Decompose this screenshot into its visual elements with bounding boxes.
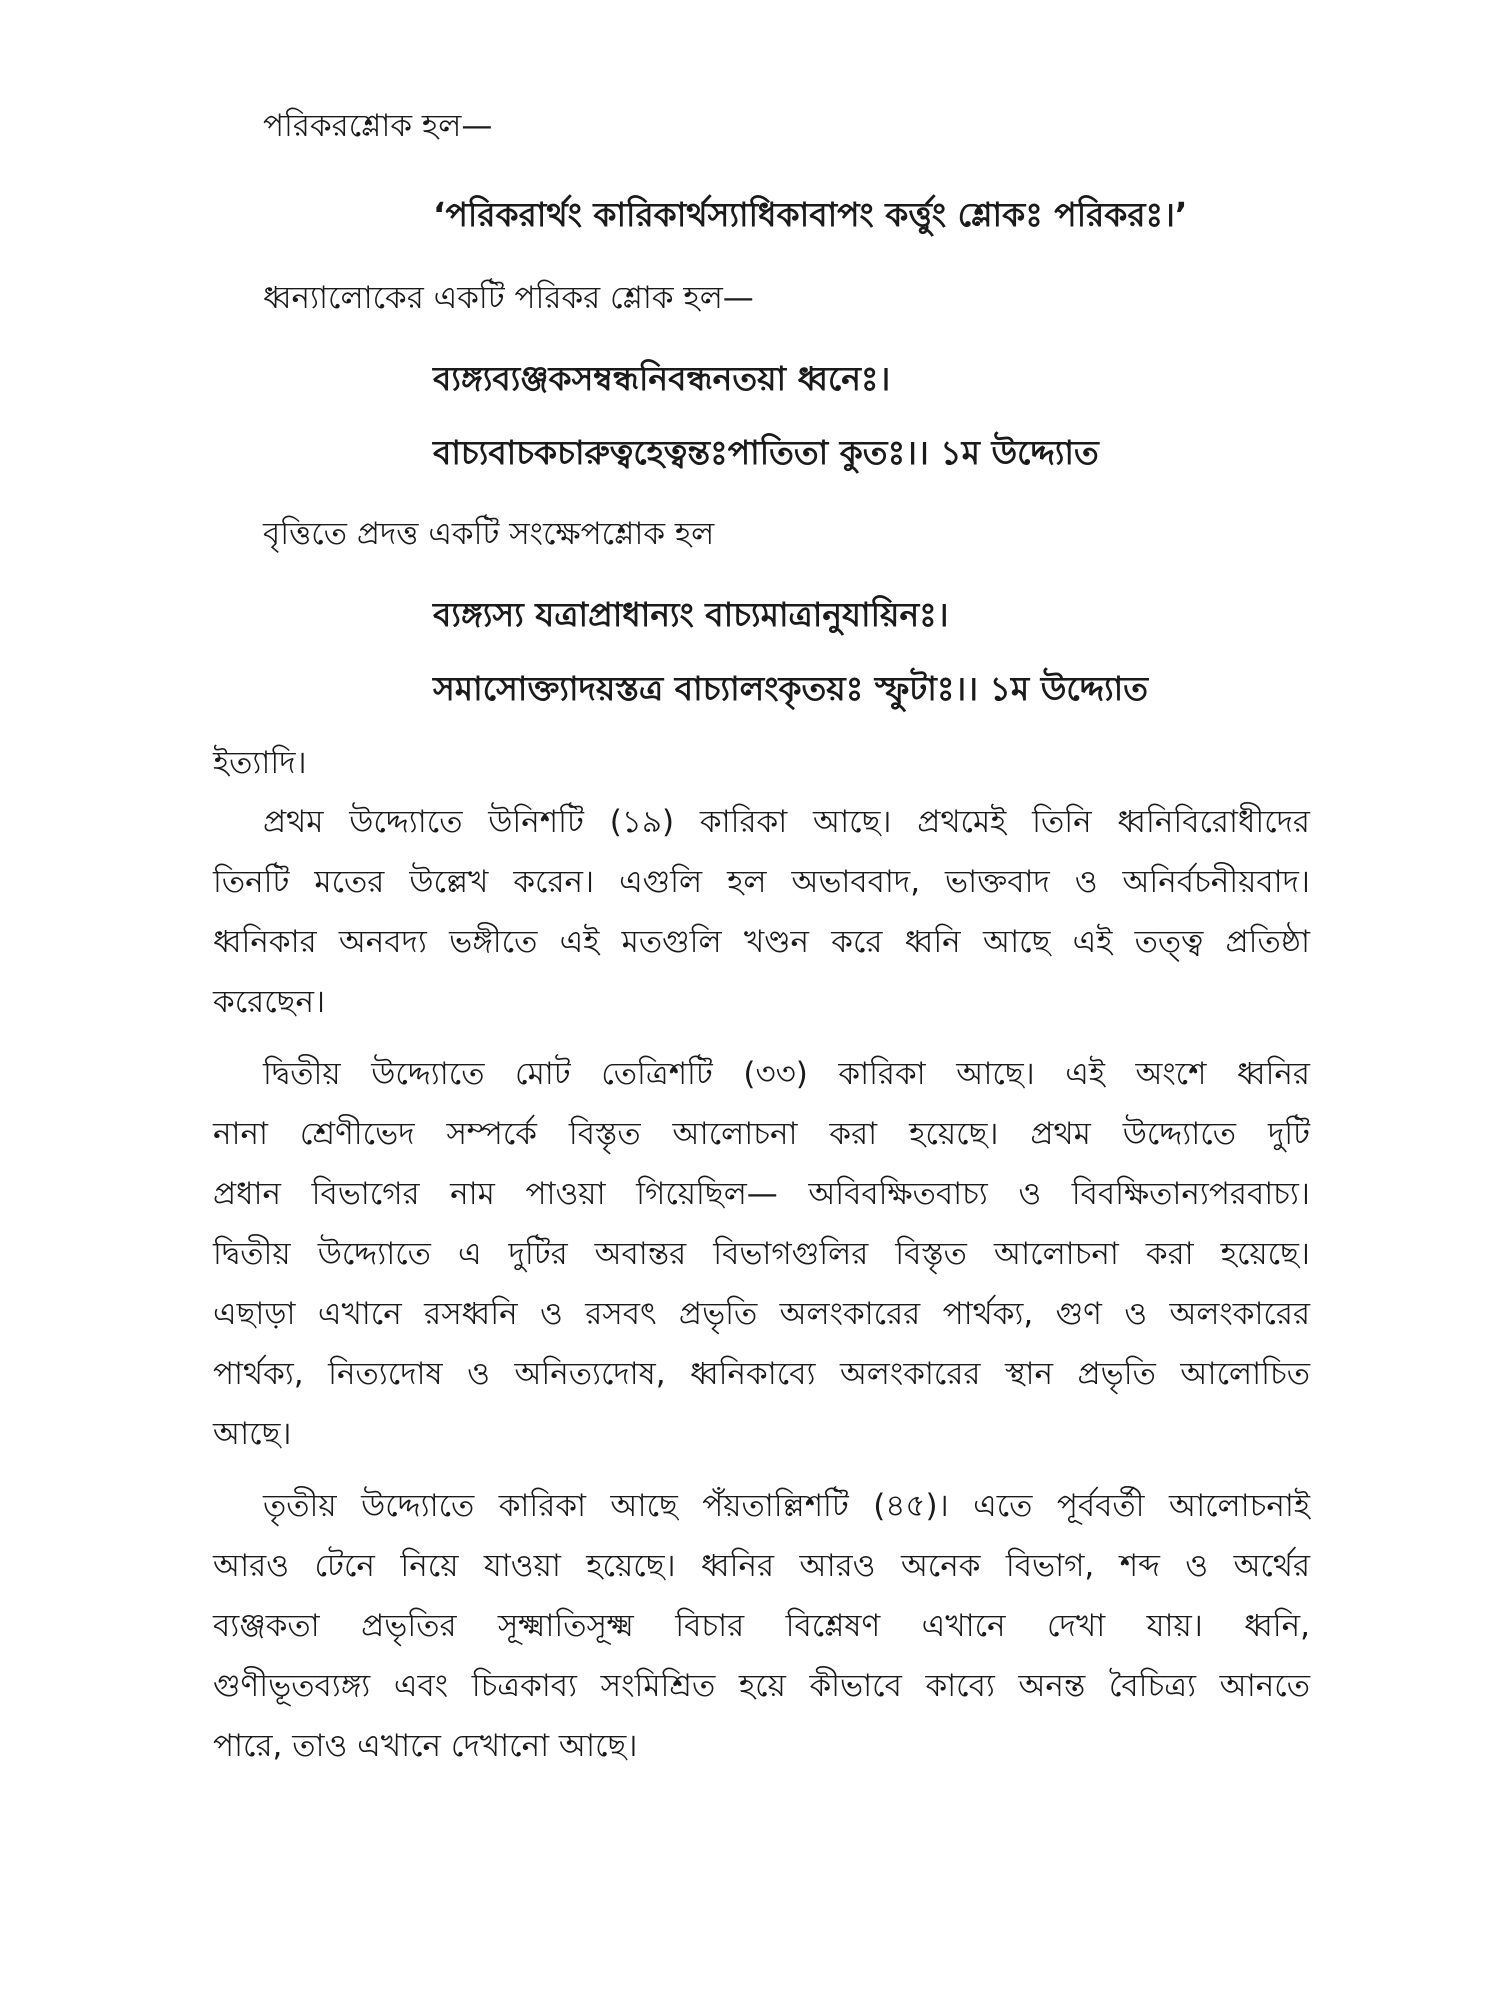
verse2-line2: সমাসোক্ত্যাদয়স্তত্র বাচ্যালংকৃতয়ঃ স্ফুটাঃ।। ১ম উদ্দ্যোত [433,669,1149,708]
verse1-line2: বাচ্যবাচকচারুত্বহেত্বন্তঃপাতিতা কুতঃ।। ১ম উদ্দ্যোত [433,433,1099,472]
paragraph3-line: আরও টেনে নিয়ে যাওয়া হয়েছে। ধ্বনির আরও অনেক বিভাগ, শব্দ ও অর্থের [213,1548,1310,1584]
paragraph2-line: দ্বিতীয় উদ্দ্যোতে এ দুটির অবান্তর বিভাগগুলির বিস্তৃত আলোচনা করা হয়েছে। [213,1236,1310,1272]
parikar-heading: পরিকরশ্লোক হল— [263,108,493,144]
paragraph1-line: প্রথম উদ্দ্যোতে উনিশটি (১৯) কারিকা আছে। প্রথমেই তিনি ধ্বনিবিরোধীদের [263,804,1310,840]
sankshep-heading: বৃত্তিতে প্রদত্ত একটি সংক্ষেপশ্লোক হল [263,516,715,552]
verse2-line1: ব্যঙ্গ্যস্য যত্রাপ্রাধান্যং বাচ্যমাত্রানুযায়িনঃ। [433,595,949,634]
etcetera-text: ইত্যাদি। [213,745,307,781]
paragraph2-line: দ্বিতীয় উদ্দ্যোতে মোট তেত্রিশটি (৩৩) কারিকা আছে। এই অংশে ধ্বনির [263,1056,1310,1092]
dhvanyaloka-heading: ধ্বন্যালোকের একটি পরিকর শ্লোক হল— [263,280,754,316]
paragraph3-line: গুণীভূতব্যঙ্গ্য এবং চিত্রকাব্য সংমিশ্রিত হয়ে কীভাবে কাব্যে অনন্ত বৈচিত্র্য আনতে [213,1668,1310,1704]
paragraph3-line: পারে, তাও এখানে দেখানো আছে। [213,1728,638,1764]
paragraph2-line: আছে। [213,1416,292,1452]
paragraph3-line: তৃতীয় উদ্দ্যোতে কারিকা আছে পঁয়তাল্লিশটি (৪৫)। এতে পূর্ববর্তী আলোচনাই [263,1488,1310,1524]
paragraph2-line: পার্থক্য, নিত্যদোষ ও অনিত্যদোষ, ধ্বনিকাব্যে অলংকারের স্থান প্রভৃতি আলোচিত [213,1356,1310,1392]
paragraph1-line: তিনটি মতের উল্লেখ করেন। এগুলি হল অভাববাদ, ভাক্তবাদ ও অনির্বচনীয়বাদ। [213,864,1310,900]
paragraph1-line: করেছেন। [213,984,326,1020]
parikar-definition: ‘পরিকরার্থং কারিকার্থস্যাধিকাবাপং কর্ত্তুং শ্লোকঃ পরিকরঃ।’ [433,195,1188,234]
paragraph2-line: এছাড়া এখানে রসধ্বনি ও রসবৎ প্রভৃতি অলংকারের পার্থক্য, গুণ ও অলংকারের [213,1296,1310,1332]
verse1-line1: ব্যঙ্গ্যব্যঞ্জকসম্বন্ধনিবন্ধনতয়া ধ্বনেঃ। [433,359,891,398]
paragraph2-line: প্রধান বিভাগের নাম পাওয়া গিয়েছিল— অবিবক্ষিতবাচ্য ও বিবক্ষিতান্যপরবাচ্য। [213,1176,1310,1212]
paragraph1-line: ধ্বনিকার অনবদ্য ভঙ্গীতে এই মতগুলি খণ্ডন করে ধ্বনি আছে এই তত্ত্ব প্রতিষ্ঠা [213,924,1310,960]
paragraph3-line: ব্যঞ্জকতা প্রভৃতির সূক্ষ্মাতিসূক্ষ্ম বিচার বিশ্লেষণ এখানে দেখা যায়। ধ্বনি, [213,1608,1310,1644]
paragraph2-line: নানা শ্রেণীভেদ সম্পর্কে বিস্তৃত আলোচনা করা হয়েছে। প্রথম উদ্দ্যোতে দুটি [213,1116,1310,1152]
